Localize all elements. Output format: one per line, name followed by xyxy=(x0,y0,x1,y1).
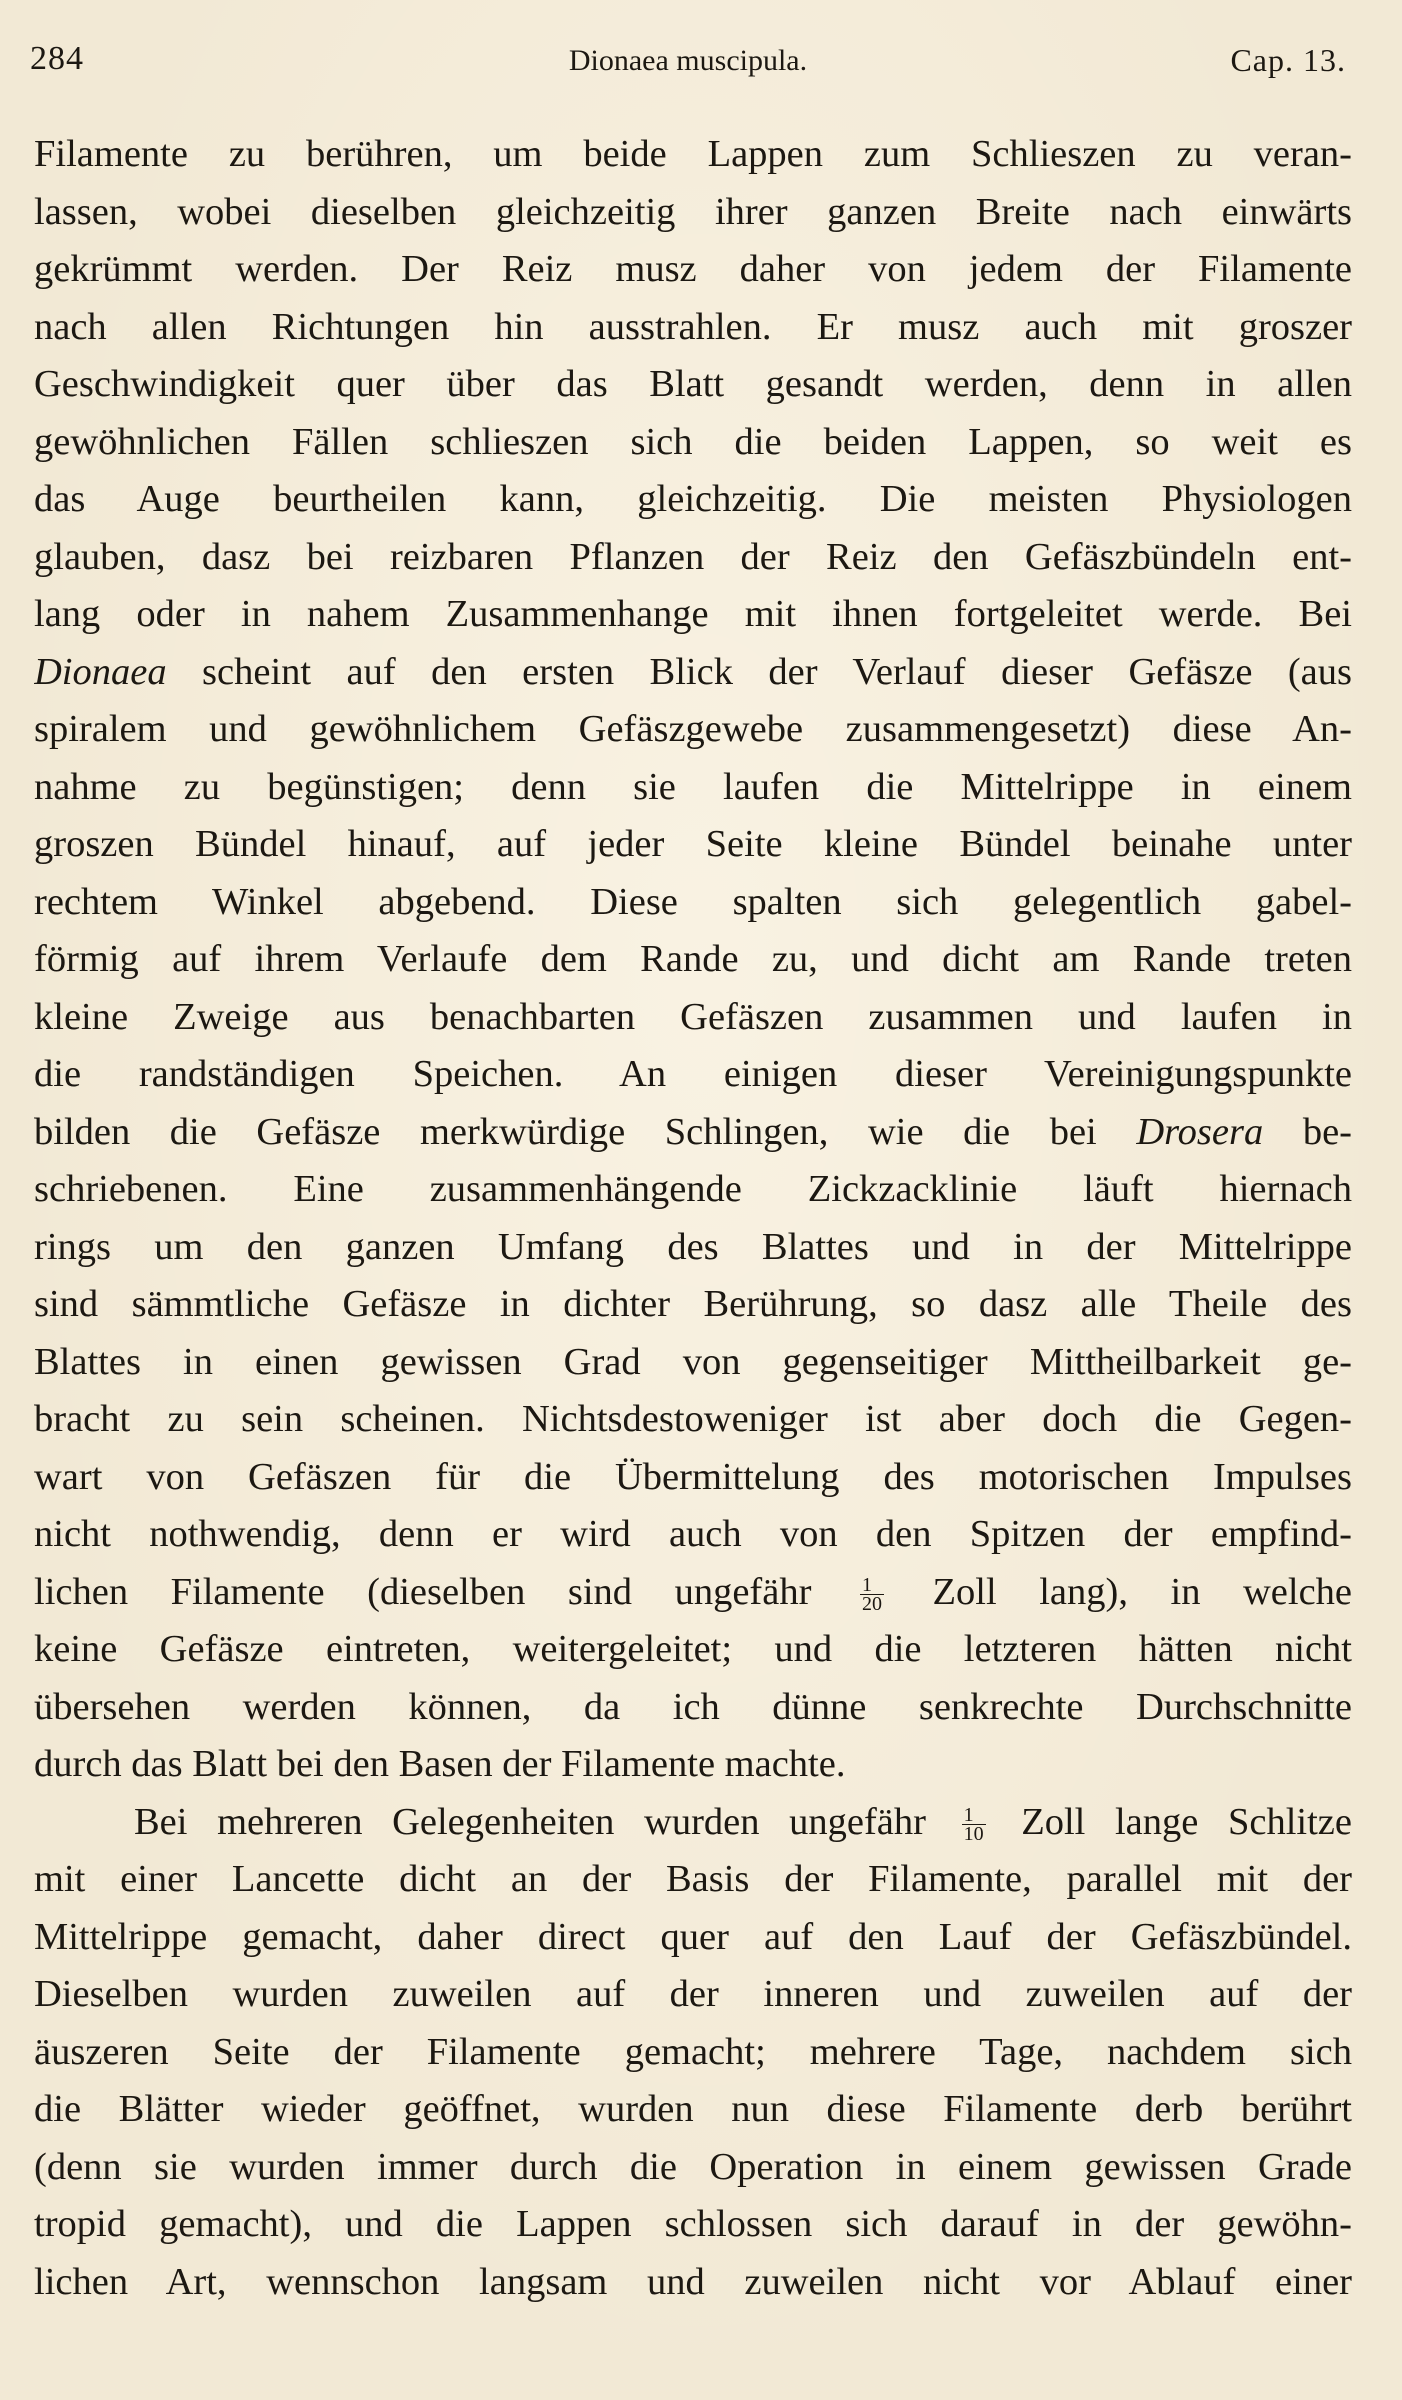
text-line: kleine Zweige aus benachbarten Gefäszen zusammen und laufen in xyxy=(34,995,1352,1038)
text-line: die Blätter wieder geöffnet, wurden nun diese Filamente derb berührt xyxy=(34,2088,1352,2130)
text-line: bracht zu sein scheinen. Nichtsdestoweniger ist aber doch die Gegen- xyxy=(34,1398,1352,1440)
text-line: tropid gemacht), und die Lappen schlossen sich darauf in der gewöhn- xyxy=(34,2203,1352,2245)
text-segment: Zoll lange Schlitze xyxy=(1021,1800,1352,1843)
text-line: (denn sie wurden immer durch die Operation in einem gewissen Grade xyxy=(34,2145,1352,2188)
fraction xyxy=(962,1804,986,1846)
text-line xyxy=(34,1104,1352,1162)
text-line: äuszeren Seite der Filamente gemacht; mehrere Tage, nachdem sich xyxy=(34,2030,1352,2073)
text-line: durch das Blatt bei den Basen der Filamente machte. xyxy=(34,1743,846,1785)
text-line: spiralem und gewöhnlichem Gefäszgewebe zusammengesetzt) diese An- xyxy=(34,708,1352,750)
chapter-label: Cap. 13. xyxy=(1230,42,1346,78)
text-line: förmig auf ihrem Verlaufe dem Rande zu, und dicht am Rande treten xyxy=(34,938,1352,980)
text-line xyxy=(34,1564,1352,1622)
page-number: 284 xyxy=(30,40,84,77)
body-text xyxy=(34,126,1352,2311)
text-line: mit einer Lancette dicht an der Basis der Filamente, parallel mit der xyxy=(34,1858,1352,1900)
text-segment: bilden die Gefäsze merkwürdige Schlingen, wie die bei xyxy=(34,1110,1137,1153)
text-line: Geschwindigkeit quer über das Blatt gesandt werden, denn in allen xyxy=(34,363,1352,405)
text-line: keine Gefäsze eintreten, weitergeleitet; und die letzteren hätten nicht xyxy=(34,1628,1352,1670)
italic-genus: Dionaea xyxy=(34,650,167,693)
text-line: das Auge beurtheilen kann, gleichzeitig. Die meisten Physiologen xyxy=(34,478,1352,520)
fraction xyxy=(860,1574,884,1616)
text-line: nicht nothwendig, denn er wird auch von den Spitzen der empfind- xyxy=(34,1513,1352,1555)
text-line: nach allen Richtungen hin ausstrahlen. Er musz auch mit groszer xyxy=(34,305,1352,348)
text-line: lichen Art, wennschon langsam und zuweilen nicht vor Ablauf einer xyxy=(34,2260,1352,2303)
running-title: Dionaea muscipula. xyxy=(568,44,808,77)
fraction-denominator: 20 xyxy=(861,1593,882,1616)
text-line: übersehen werden können, da ich dünne senkrechte Durchschnitte xyxy=(34,1685,1352,1728)
text-line: Mittelrippe gemacht, daher direct quer auf den Lauf der Gefäszbündel. xyxy=(34,1915,1352,1958)
text-line: gekrümmt werden. Der Reiz musz daher von jedem der Filamente xyxy=(34,248,1352,290)
text-line: gewöhnlichen Fällen schlieszen sich die beiden Lappen, so weit es xyxy=(34,420,1352,463)
text-segment: Bei mehreren Gelegenheiten wurden ungefähr xyxy=(134,1800,926,1843)
text-line: Dieselben wurden zuweilen auf der inneren und zuweilen auf der xyxy=(34,1973,1352,2015)
text-line: sind sämmtliche Gefäsze in dichter Berührung, so dasz alle Theile des xyxy=(34,1283,1352,1325)
text-line: glauben, dasz bei reizbaren Pflanzen der Reiz den Gefäszbündeln ent- xyxy=(34,535,1352,578)
fraction-numerator: 1 xyxy=(860,1576,884,1595)
text-line: wart von Gefäszen für die Übermittelung des motorischen Impulses xyxy=(34,1455,1352,1498)
text-line: die randständigen Speichen. An einigen dieser Vereinigungspunkte xyxy=(34,1053,1352,1095)
italic-genus: Drosera xyxy=(1136,1110,1264,1153)
text-line: rings um den ganzen Umfang des Blattes und in der Mittelrippe xyxy=(34,1225,1352,1268)
text-line: groszen Bündel hinauf, auf jeder Seite kleine Bündel beinahe unter xyxy=(34,823,1352,865)
text-segment: scheint auf den ersten Blick der Verlauf dieser Gefäsze (aus xyxy=(166,650,1352,693)
fraction-denominator: 10 xyxy=(963,1823,984,1846)
text-line: Filamente zu berühren, um beide Lappen zum Schlieszen zu veran- xyxy=(34,133,1352,175)
text-line: lassen, wobei dieselben gleichzeitig ihrer ganzen Breite nach einwärts xyxy=(34,190,1352,233)
text-line: lang oder in nahem Zusammenhange mit ihnen fortgeleitet werde. Bei xyxy=(34,593,1352,635)
page-header xyxy=(30,40,1346,100)
text-segment: lichen Filamente (dieselben sind ungefähr xyxy=(34,1570,812,1613)
text-line xyxy=(34,1794,1352,1852)
text-line: Blattes in einen gewissen Grad von gegenseitiger Mittheilbarkeit ge- xyxy=(34,1340,1352,1383)
text-line: nahme zu begünstigen; denn sie laufen die Mittelrippe in einem xyxy=(34,765,1352,808)
text-line xyxy=(34,644,1352,702)
text-segment: Zoll lang), in welche xyxy=(932,1570,1352,1613)
fraction-numerator: 1 xyxy=(962,1806,986,1825)
text-line: schriebenen. Eine zusammenhängende Zickzacklinie läuft hiernach xyxy=(34,1168,1352,1210)
text-line: rechtem Winkel abgebend. Diese spalten sich gelegentlich gabel- xyxy=(34,880,1352,923)
text-segment: be- xyxy=(1263,1110,1352,1153)
